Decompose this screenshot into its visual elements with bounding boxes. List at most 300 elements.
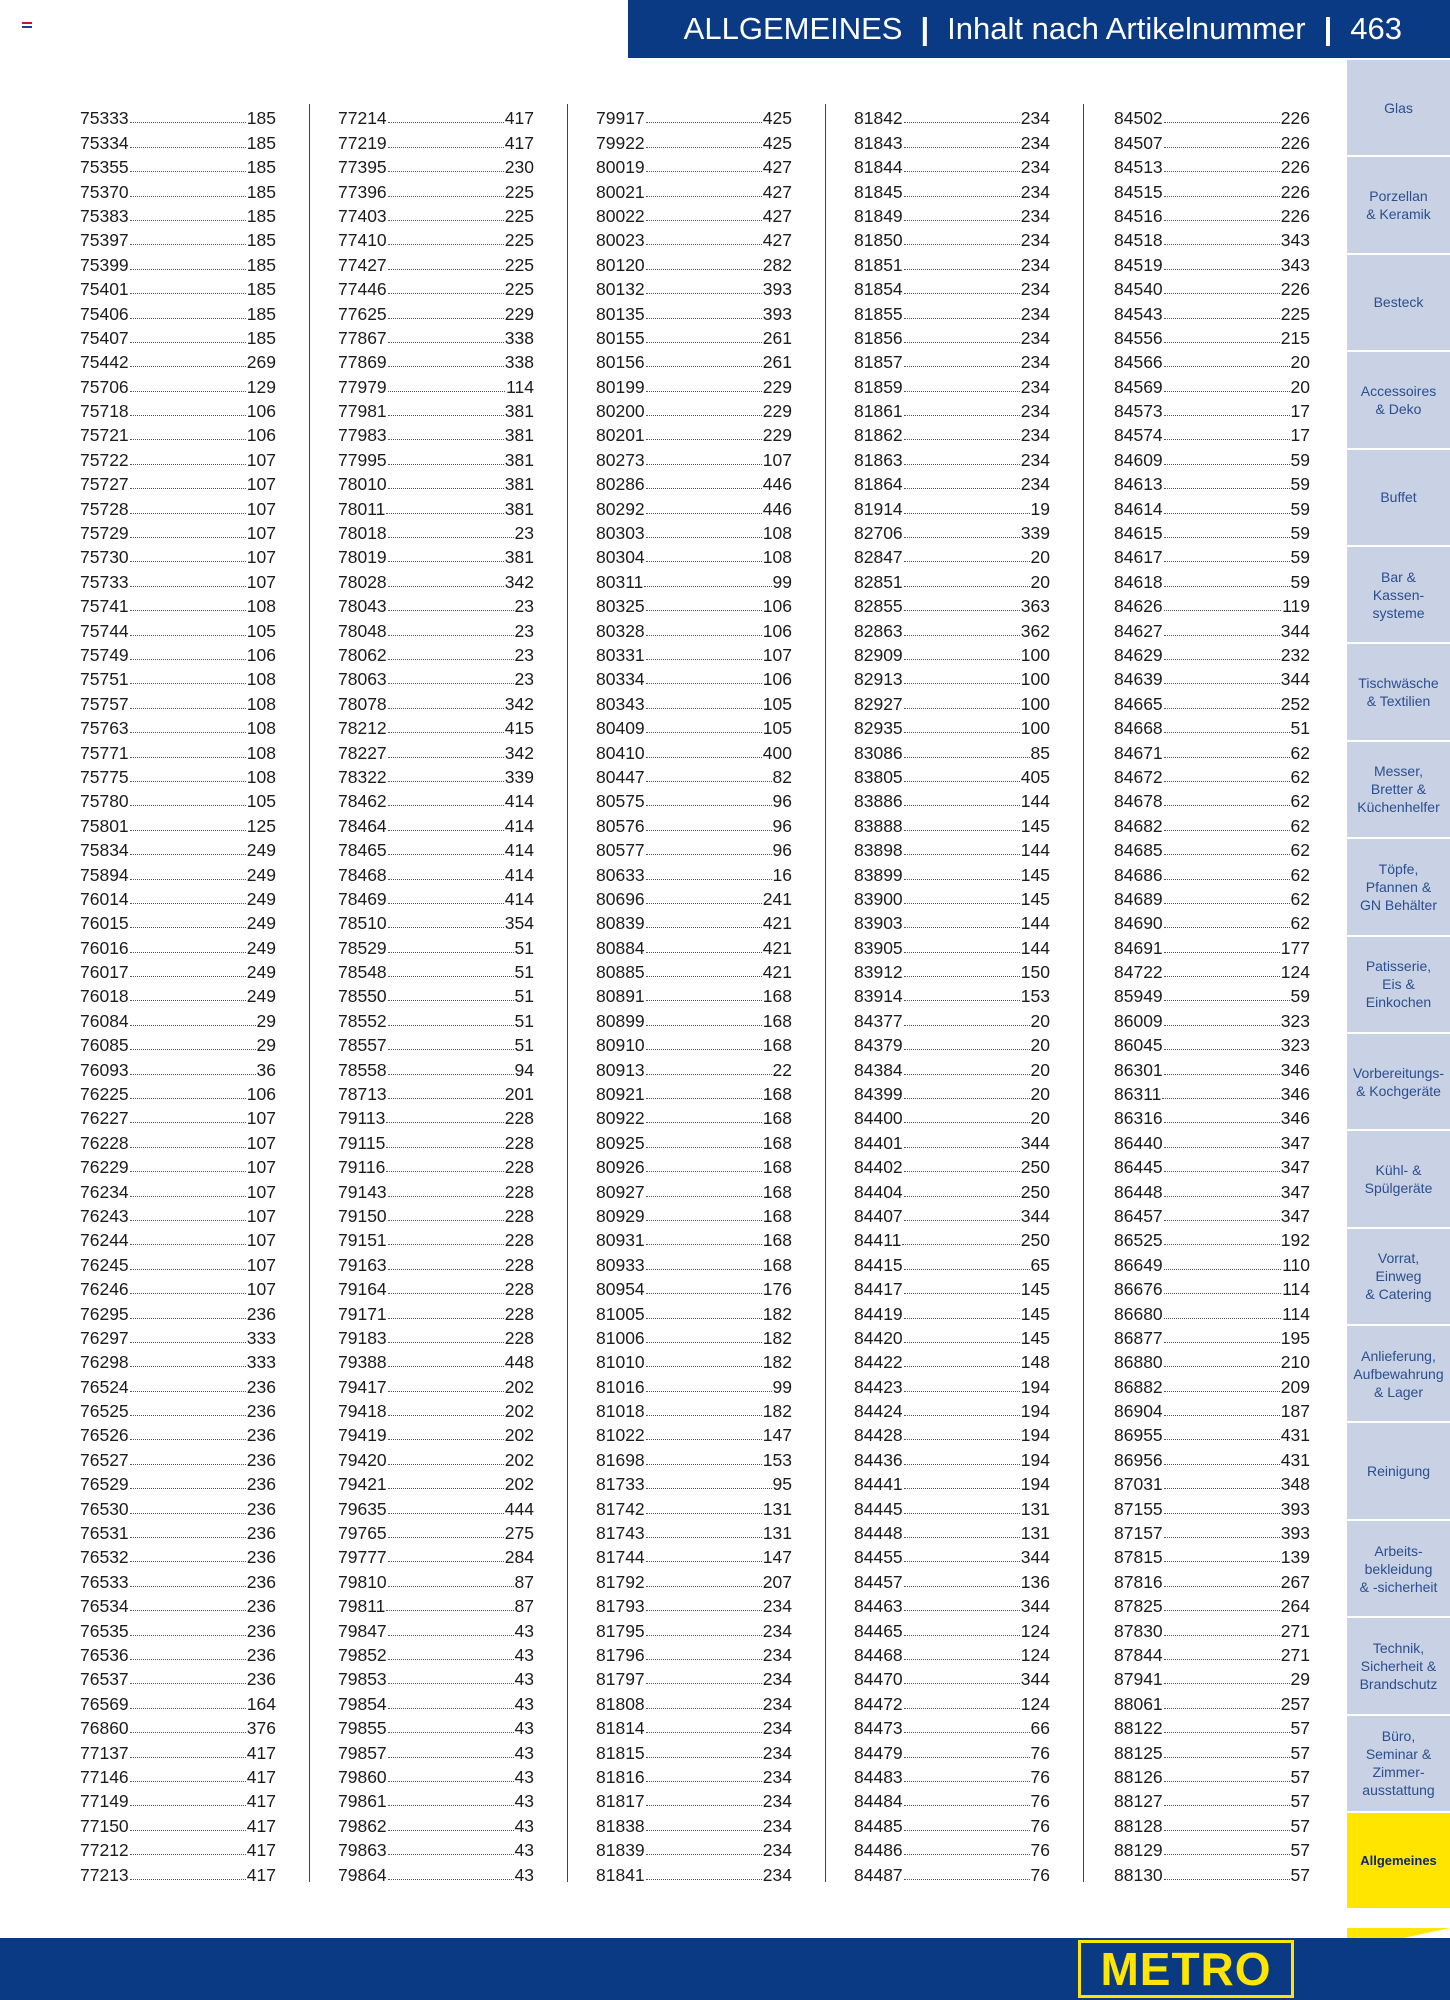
category-tab[interactable]: Patisserie, Eis & Einkochen <box>1347 937 1450 1034</box>
article-number: 84682 <box>1114 815 1163 836</box>
article-number: 80954 <box>596 1279 645 1300</box>
index-entry <box>854 933 1050 957</box>
article-number: 78462 <box>338 791 387 812</box>
dot-leader <box>388 781 504 782</box>
article-number: 81005 <box>596 1303 645 1324</box>
page-reference: 168 <box>762 1132 792 1153</box>
dot-leader <box>388 927 504 928</box>
category-tab[interactable]: Anlieferung, Aufbewahrung & Lager <box>1347 1326 1450 1423</box>
page-reference: 20 <box>1030 1035 1050 1056</box>
article-number: 75722 <box>80 449 129 470</box>
dot-leader <box>130 513 246 514</box>
dot-leader <box>646 391 762 392</box>
article-number: 81022 <box>596 1425 645 1446</box>
article-number: 80910 <box>596 1035 645 1056</box>
article-number: 87941 <box>1114 1669 1163 1690</box>
index-entry <box>1114 1397 1310 1421</box>
index-entry <box>854 1738 1050 1762</box>
dot-leader <box>1164 318 1280 319</box>
page-reference: 76 <box>1030 1840 1050 1861</box>
page-reference: 107 <box>246 1157 276 1178</box>
dot-leader <box>130 1635 246 1636</box>
page-reference: 194 <box>1020 1474 1050 1495</box>
article-number: 77983 <box>338 425 387 446</box>
dot-leader <box>1164 927 1290 928</box>
page-reference: 342 <box>504 693 534 714</box>
index-entry <box>854 445 1050 469</box>
page-reference: 76 <box>1030 1766 1050 1787</box>
article-number: 79811 <box>338 1596 386 1617</box>
page-reference: 228 <box>504 1205 534 1226</box>
dot-leader <box>388 147 504 148</box>
index-entry <box>596 348 792 372</box>
page-reference: 57 <box>1290 1791 1310 1812</box>
page-reference: 182 <box>762 1303 792 1324</box>
article-number: 84423 <box>854 1376 903 1397</box>
page-reference: 57 <box>1290 1815 1310 1836</box>
index-entry <box>80 665 276 689</box>
dot-leader <box>646 1220 762 1221</box>
article-number: 84402 <box>854 1157 903 1178</box>
dot-leader <box>130 1805 246 1806</box>
category-tab[interactable]: Töpfe, Pfannen & GN Behälter <box>1347 839 1450 936</box>
article-number: 83886 <box>854 791 903 812</box>
index-entry <box>596 933 792 957</box>
dot-leader <box>130 171 246 172</box>
page-reference: 348 <box>1280 1474 1310 1495</box>
index-entry <box>854 104 1050 128</box>
article-number: 80273 <box>596 449 645 470</box>
page-reference: 376 <box>246 1718 276 1739</box>
dot-leader <box>904 1293 1020 1294</box>
index-entry <box>854 714 1050 738</box>
dot-leader <box>904 269 1020 270</box>
page-reference: 176 <box>762 1279 792 1300</box>
article-number: 84519 <box>1114 254 1163 275</box>
article-number: 80156 <box>596 352 645 373</box>
article-number: 82935 <box>854 718 903 739</box>
page-reference: 107 <box>246 449 276 470</box>
dot-leader <box>646 952 762 953</box>
category-tab[interactable]: Bar & Kassen- systeme <box>1347 547 1450 644</box>
page-reference: 100 <box>1020 644 1050 665</box>
index-entry <box>80 616 276 640</box>
page-reference: 62 <box>1290 864 1310 885</box>
page-reference: 62 <box>1290 791 1310 812</box>
index-entry <box>80 1372 276 1396</box>
dot-leader <box>904 513 1030 514</box>
page-reference: 96 <box>772 815 792 836</box>
page-reference: 147 <box>762 1547 792 1568</box>
article-number: 76529 <box>80 1474 129 1495</box>
page-reference: 234 <box>762 1766 792 1787</box>
page-reference: 414 <box>504 791 534 812</box>
page-reference: 202 <box>504 1376 534 1397</box>
page-reference: 250 <box>1020 1157 1050 1178</box>
category-tab[interactable]: Technik, Sicherheit & Brandschutz <box>1347 1618 1450 1715</box>
page-reference: 87 <box>514 1596 534 1617</box>
page-reference: 125 <box>246 815 276 836</box>
page-reference: 87 <box>514 1571 534 1592</box>
dot-leader <box>1164 854 1290 855</box>
dot-leader <box>646 976 762 977</box>
dot-leader <box>904 1171 1020 1172</box>
index-entry <box>80 1787 276 1811</box>
dot-leader <box>646 1074 772 1075</box>
page-reference: 147 <box>762 1425 792 1446</box>
dot-leader <box>904 1000 1020 1001</box>
index-entry <box>1114 421 1310 445</box>
article-number: 78510 <box>338 913 387 934</box>
article-number: 77150 <box>80 1815 129 1836</box>
index-entry <box>1114 787 1310 811</box>
page-reference: 19 <box>1030 498 1050 519</box>
dot-leader <box>130 1488 246 1489</box>
dot-leader <box>388 1805 514 1806</box>
article-number: 81016 <box>596 1376 645 1397</box>
page-reference: 414 <box>504 840 534 861</box>
article-number: 78464 <box>338 815 387 836</box>
article-number: 79853 <box>338 1669 387 1690</box>
article-number: 76526 <box>80 1425 129 1446</box>
article-number: 78558 <box>338 1059 387 1080</box>
dot-leader <box>646 1147 762 1148</box>
dot-leader <box>904 1805 1030 1806</box>
index-entry <box>596 811 792 835</box>
dot-leader <box>130 1757 246 1758</box>
category-tab[interactable]: Vorbereitungs- & Kochgeräte <box>1347 1034 1450 1131</box>
dot-leader <box>646 635 762 636</box>
article-number: 83086 <box>854 742 903 763</box>
index-entry <box>338 1104 534 1128</box>
dot-leader <box>388 854 504 855</box>
page-reference: 20 <box>1030 1010 1050 1031</box>
dot-leader <box>646 1269 762 1270</box>
page-reference: 105 <box>762 718 792 739</box>
category-tab[interactable]: Vorrat, Einweg & Catering <box>1347 1229 1450 1326</box>
article-number: 75775 <box>80 766 129 787</box>
article-number: 76298 <box>80 1352 129 1373</box>
article-number: 78550 <box>338 986 387 1007</box>
dot-leader <box>388 1708 514 1709</box>
article-number: 80286 <box>596 474 645 495</box>
page-reference: 393 <box>762 279 792 300</box>
metro-logo <box>1078 1940 1294 1998</box>
index-entry <box>1114 1665 1310 1689</box>
dot-leader <box>130 1537 246 1538</box>
page-reference: 145 <box>1020 1303 1050 1324</box>
index-entry <box>338 324 534 348</box>
dot-leader <box>1164 464 1290 465</box>
dot-leader <box>130 1318 246 1319</box>
article-number: 86448 <box>1114 1181 1163 1202</box>
page-reference: 230 <box>504 157 534 178</box>
page-reference: 145 <box>1020 864 1050 885</box>
article-number: 80899 <box>596 1010 645 1031</box>
index-entry <box>338 1860 534 1884</box>
index-entry <box>1114 982 1310 1006</box>
article-number: 75406 <box>80 303 129 324</box>
article-number: 77410 <box>338 230 387 251</box>
index-entry <box>1114 470 1310 494</box>
dot-leader <box>388 635 514 636</box>
index-entry <box>854 689 1050 713</box>
dot-leader <box>1164 147 1280 148</box>
index-entry <box>1114 738 1310 762</box>
category-tab[interactable]: Messer, Bretter & Küchenhelfer <box>1347 742 1450 839</box>
dot-leader <box>1164 1561 1280 1562</box>
dot-leader <box>904 1464 1020 1465</box>
page-reference: 100 <box>1020 669 1050 690</box>
category-tab[interactable]: Tischwäsche & Textilien <box>1347 644 1450 741</box>
dot-leader <box>130 781 246 782</box>
page-reference: 145 <box>1020 1279 1050 1300</box>
article-number: 76245 <box>80 1254 129 1275</box>
dot-leader <box>130 1171 246 1172</box>
dot-leader <box>388 1366 504 1367</box>
page-reference: 144 <box>1020 913 1050 934</box>
page-reference: 110 <box>1282 1254 1310 1275</box>
category-tab[interactable]: Besteck <box>1347 255 1450 352</box>
page-reference: 144 <box>1020 937 1050 958</box>
article-number: 75729 <box>80 523 129 544</box>
index-entry <box>338 519 534 543</box>
index-entry <box>596 567 792 591</box>
article-number: 78469 <box>338 888 387 909</box>
index-entry <box>854 1006 1050 1030</box>
article-number: 79151 <box>338 1230 387 1251</box>
dot-leader <box>388 1439 504 1440</box>
article-number: 75407 <box>80 327 129 348</box>
page-reference: 185 <box>246 327 276 348</box>
dot-leader <box>130 1220 246 1221</box>
article-number: 83888 <box>854 815 903 836</box>
index-entry <box>338 1421 534 1445</box>
page-reference: 448 <box>504 1352 534 1373</box>
index-entry <box>596 1470 792 1494</box>
header-separator: | <box>920 11 930 46</box>
article-number: 80304 <box>596 547 645 568</box>
page-reference: 124 <box>1280 962 1310 983</box>
category-tab[interactable]: Arbeits- bekleidung & -sicherheit <box>1347 1521 1450 1618</box>
dot-leader <box>646 781 772 782</box>
dot-leader <box>1164 635 1280 636</box>
index-entry <box>854 1641 1050 1665</box>
dot-leader <box>386 513 503 514</box>
index-entry <box>596 1348 792 1372</box>
page-reference: 344 <box>1020 1596 1050 1617</box>
index-entry <box>596 421 792 445</box>
page-reference: 108 <box>246 596 276 617</box>
index-entry <box>854 1153 1050 1177</box>
index-entry <box>854 1226 1050 1250</box>
dot-leader <box>1164 586 1290 587</box>
index-entry <box>338 1567 534 1591</box>
page-reference: 354 <box>504 913 534 934</box>
page-reference: 23 <box>514 620 534 641</box>
article-number: 77213 <box>80 1864 129 1885</box>
article-number: 77212 <box>80 1840 129 1861</box>
dot-leader <box>904 1537 1020 1538</box>
page-reference: 234 <box>762 1596 792 1617</box>
category-tab[interactable]: Glas <box>1347 60 1450 157</box>
article-number: 78019 <box>338 547 387 568</box>
dot-leader <box>130 879 246 880</box>
index-entry <box>338 299 534 323</box>
category-tab[interactable]: Reinigung <box>1347 1423 1450 1520</box>
index-entry <box>338 1372 534 1396</box>
page-reference: 252 <box>1280 693 1310 714</box>
dot-leader <box>646 1830 762 1831</box>
index-entry <box>80 1665 276 1689</box>
index-column <box>338 104 534 1885</box>
category-tab[interactable]: Allgemeines <box>1347 1813 1450 1910</box>
index-entry <box>854 763 1050 787</box>
dot-leader <box>130 1342 246 1343</box>
article-number: 78011 <box>338 498 386 519</box>
page-reference: 107 <box>246 523 276 544</box>
article-number: 81744 <box>596 1547 645 1568</box>
page-reference: 202 <box>504 1425 534 1446</box>
page-reference: 275 <box>504 1523 534 1544</box>
index-entry <box>338 1275 534 1299</box>
dot-leader <box>130 1732 246 1733</box>
dot-leader <box>646 1561 762 1562</box>
dot-leader <box>388 415 504 416</box>
index-entry <box>338 128 534 152</box>
page-reference: 417 <box>246 1766 276 1787</box>
index-entry <box>596 958 792 982</box>
page-reference: 417 <box>246 1840 276 1861</box>
article-number: 80019 <box>596 157 645 178</box>
article-number: 86457 <box>1114 1205 1163 1226</box>
page-reference: 225 <box>504 181 534 202</box>
article-number: 77867 <box>338 327 387 348</box>
article-number: 84665 <box>1114 693 1163 714</box>
page-reference: 124 <box>1020 1620 1050 1641</box>
page-reference: 269 <box>246 352 276 373</box>
dot-leader <box>646 1293 762 1294</box>
dot-leader <box>904 1561 1020 1562</box>
dot-leader <box>130 976 246 977</box>
index-entry <box>1114 494 1310 518</box>
page-reference: 236 <box>246 1303 276 1324</box>
article-number: 81863 <box>854 449 903 470</box>
dot-leader <box>130 1708 246 1709</box>
category-tab[interactable]: Büro, Seminar & Zimmer- ausstattung <box>1347 1716 1450 1813</box>
page-reference: 107 <box>762 449 792 470</box>
dot-leader <box>388 171 504 172</box>
article-number: 78028 <box>338 571 387 592</box>
page-reference: 234 <box>1020 279 1050 300</box>
page-reference: 249 <box>246 840 276 861</box>
article-number: 75834 <box>80 840 129 861</box>
article-number: 84689 <box>1114 888 1163 909</box>
page-reference: 241 <box>762 888 792 909</box>
dot-leader <box>1164 269 1280 270</box>
page-reference: 168 <box>762 986 792 1007</box>
page-reference: 393 <box>1280 1523 1310 1544</box>
article-number: 84486 <box>854 1840 903 1861</box>
page-reference: 108 <box>762 523 792 544</box>
page-reference: 57 <box>1290 1840 1310 1861</box>
dot-leader <box>646 927 762 928</box>
page-reference: 236 <box>246 1645 276 1665</box>
article-number: 75721 <box>80 425 129 446</box>
index-entry <box>596 1397 792 1421</box>
index-entry <box>80 909 276 933</box>
page-reference: 249 <box>246 986 276 1007</box>
article-number: 79388 <box>338 1352 387 1373</box>
dot-leader <box>646 1805 762 1806</box>
page-reference: 209 <box>1280 1376 1310 1397</box>
article-number: 88126 <box>1114 1766 1163 1787</box>
category-tab[interactable]: Buffet <box>1347 450 1450 547</box>
dot-leader <box>646 1586 762 1587</box>
page-reference: 342 <box>504 742 534 763</box>
article-number: 80929 <box>596 1205 645 1226</box>
category-tab[interactable]: Accessoires & Deko <box>1347 352 1450 449</box>
dot-leader <box>130 1244 246 1245</box>
index-entry <box>854 567 1050 591</box>
page-reference: 131 <box>762 1523 792 1544</box>
dot-leader <box>904 171 1020 172</box>
page-reference: 236 <box>246 1474 276 1495</box>
dot-leader <box>1164 659 1280 660</box>
page-reference: 131 <box>1020 1523 1050 1544</box>
index-entry <box>80 933 276 957</box>
index-entry <box>854 1104 1050 1128</box>
page-reference: 229 <box>504 303 534 324</box>
article-number: 78010 <box>338 474 387 495</box>
index-entry <box>80 1811 276 1835</box>
category-tab[interactable]: Porzellan & Keramik <box>1347 157 1450 254</box>
dot-leader <box>904 1635 1020 1636</box>
article-number: 75718 <box>80 401 129 422</box>
article-number: 80933 <box>596 1254 645 1275</box>
index-entry <box>80 421 276 445</box>
dot-leader <box>646 854 772 855</box>
category-tab[interactable]: Kühl- & Spülgeräte <box>1347 1131 1450 1228</box>
article-number: 81006 <box>596 1327 645 1348</box>
dot-leader <box>130 220 246 221</box>
dot-leader <box>904 1415 1020 1416</box>
dot-leader <box>1164 1610 1280 1611</box>
page-reference: 106 <box>246 1084 276 1105</box>
article-number: 79183 <box>338 1327 387 1348</box>
index-entry <box>338 1348 534 1372</box>
article-number: 86316 <box>1114 1108 1163 1129</box>
page-reference: 202 <box>504 1474 534 1495</box>
article-number: 79421 <box>338 1474 387 1495</box>
index-entry <box>1114 567 1310 591</box>
page-reference: 94 <box>514 1059 534 1080</box>
dot-leader <box>904 1610 1020 1611</box>
dot-leader <box>1164 1464 1280 1465</box>
dot-leader <box>388 1391 504 1392</box>
dot-leader <box>386 1610 513 1611</box>
page-reference: 153 <box>1020 986 1050 1007</box>
article-number: 84468 <box>854 1645 903 1665</box>
index-entry <box>80 1860 276 1884</box>
dot-leader <box>1164 903 1290 904</box>
page-reference: 234 <box>1020 327 1050 348</box>
index-entry <box>1114 836 1310 860</box>
index-entry <box>338 1445 534 1469</box>
article-number: 78048 <box>338 620 387 641</box>
page-reference: 250 <box>1020 1181 1050 1202</box>
index-entry <box>338 494 534 518</box>
